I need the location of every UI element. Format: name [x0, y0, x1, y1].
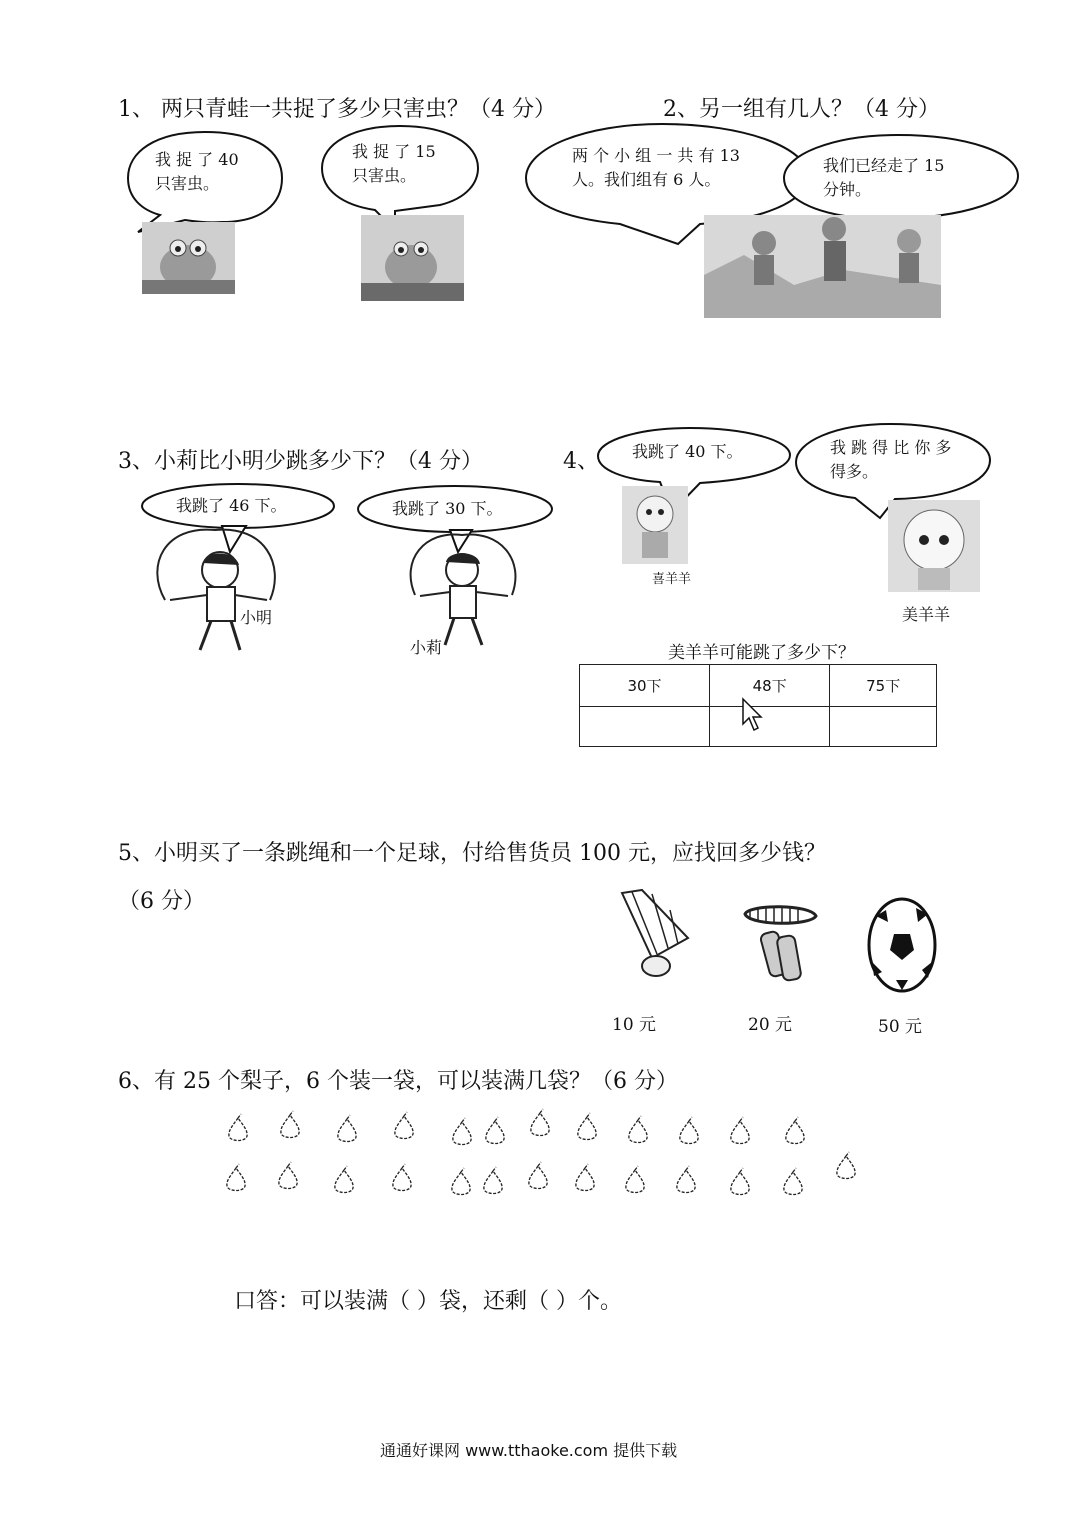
q3-title: 3、小莉比小明少跳多少下？（4 分） [118, 449, 483, 474]
pear-icon [731, 1168, 749, 1195]
xiyangyang-label: 喜羊羊 [652, 572, 692, 587]
pear-icon [227, 1164, 245, 1191]
q3-bubble-b-text: 我跳了 30 下。 [392, 499, 503, 518]
pear-icon [335, 1166, 353, 1193]
option-cell: 48下 [710, 665, 830, 707]
pear-icon [629, 1116, 647, 1143]
q5-score: （6 分） [118, 889, 205, 914]
jump-rope-price: 20 元 [748, 1015, 793, 1035]
q2-bubble-a-text: 两 个 小 组 一 共 有 13 人。我们组有 6 人。 [572, 146, 740, 189]
option-cell: 75下 [830, 665, 937, 707]
pear-icon [453, 1118, 471, 1145]
q2-bubble-b-text: 我们已经走了 15 分钟。 [823, 156, 945, 199]
shuttlecock-price: 10 元 [612, 1015, 657, 1035]
footer: 通通好课网 www.tthaoke.com 提供下载 [380, 1441, 678, 1460]
pear-icon [784, 1168, 802, 1195]
pear-icon [680, 1117, 698, 1144]
pear-icon [281, 1111, 299, 1138]
pear-icon [484, 1167, 502, 1194]
pear-icon [531, 1109, 549, 1136]
q4-number: 4、 [563, 449, 599, 474]
q1-bubble-a-text: 我 捉 了 40 只害虫。 [155, 150, 239, 193]
q3-bubble-a-text: 我跳了 46 下。 [176, 496, 287, 515]
pear-icon [395, 1112, 413, 1139]
pear-icon [786, 1117, 804, 1144]
pear-icon [578, 1113, 596, 1140]
option-cell: 30下 [580, 665, 710, 707]
q6-answer[interactable]: 口答：可以装满（ ）袋，还剩（ ）个。 [234, 1289, 622, 1314]
pear-icon [393, 1164, 411, 1191]
xiaoli-label: 小莉 [410, 638, 443, 657]
meiyangyang-label: 美羊羊 [902, 605, 951, 624]
q4-bubble-a-text: 我跳了 40 下。 [632, 442, 743, 461]
pear-icon [731, 1117, 749, 1144]
soccer-ball-price: 50 元 [878, 1017, 923, 1037]
q1-title: 1、 两只青蛙一共捉了多少只害虫？（4 分） [118, 97, 556, 122]
q4-question: 美羊羊可能跳了多少下？ [668, 643, 855, 663]
q1-bubble-b-text: 我 捉 了 15 只害虫。 [352, 142, 436, 185]
q6-title: 6、有 25 个梨子，6 个装一袋，可以装满几袋？（6 分） [118, 1069, 678, 1094]
pear-icon [626, 1166, 644, 1193]
q2-title: 2、另一组有几人？（4 分） [663, 97, 940, 122]
pear-icon [229, 1114, 247, 1141]
q4-bubble-b-text: 我 跳 得 比 你 多 得多。 [830, 438, 952, 481]
pear-icon [576, 1164, 594, 1191]
q5-title: 5、小明买了一条跳绳和一个足球，付给售货员 100 元，应找回多少钱？ [118, 841, 826, 866]
pear-icon [677, 1166, 695, 1193]
pear-icon [279, 1162, 297, 1189]
xiaoming-label: 小明 [240, 608, 273, 627]
pear-icon [338, 1115, 356, 1142]
pear-icon [486, 1117, 504, 1144]
pear-icon [452, 1168, 470, 1195]
pear-icon [529, 1162, 547, 1189]
pear-icon [837, 1152, 855, 1179]
